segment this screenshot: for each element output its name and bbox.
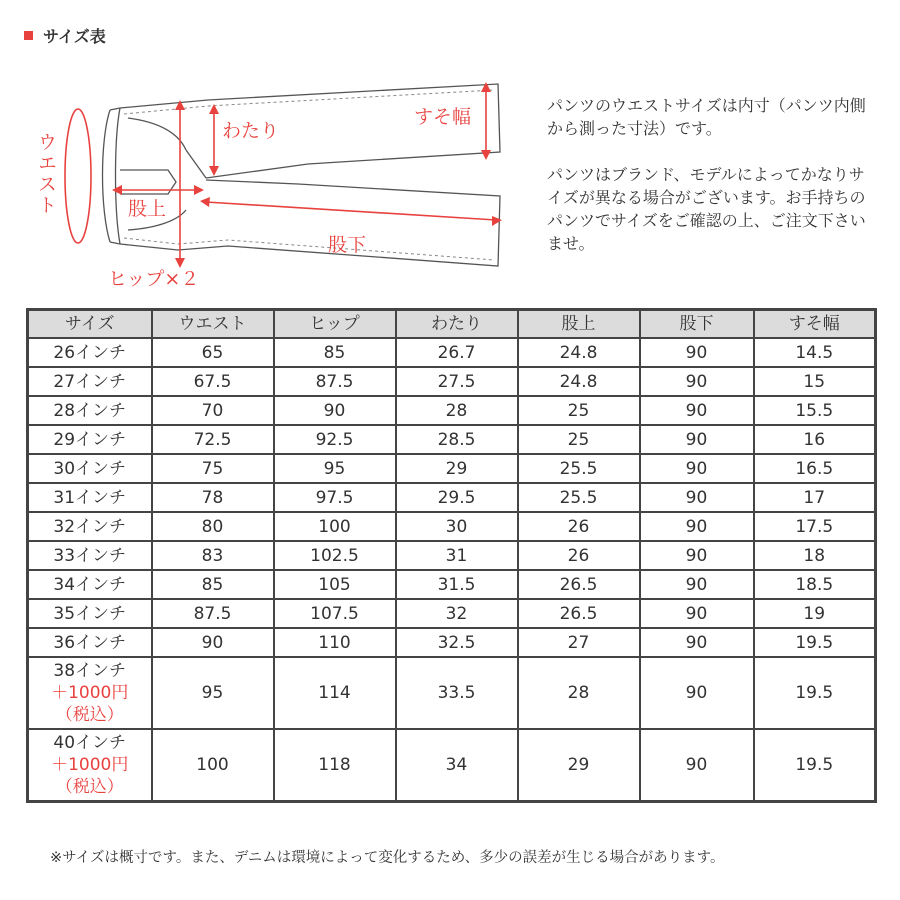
size-cell: 26インチ (28, 338, 152, 367)
table-row (28, 628, 876, 657)
momogami-cell: 29 (518, 729, 640, 802)
watari-cell: 28.5 (396, 425, 518, 454)
size-cell: 30インチ (28, 454, 152, 483)
size-cell: 32インチ (28, 512, 152, 541)
hip-label: ヒップ×２ (108, 268, 200, 290)
waist-cell: 78 (152, 483, 274, 512)
hip-cell: 87.5 (274, 367, 396, 396)
watari-cell: 30 (396, 512, 518, 541)
footnote: ※サイズは概寸です。また、デニムは環境によって変化するため、多少の誤差が生じる場合があります。 (50, 850, 725, 866)
tax-included-text: （税込） (55, 777, 124, 797)
watari-cell: 26.7 (396, 338, 518, 367)
size-cell: 28インチ (28, 396, 152, 425)
size-table (26, 308, 877, 803)
size-description (547, 94, 877, 278)
waist-cell: 87.5 (152, 599, 274, 628)
suso-cell: 16 (754, 425, 876, 454)
size-cell: 27インチ (28, 367, 152, 396)
size-cell: 33インチ (28, 541, 152, 570)
watari-cell: 31.5 (396, 570, 518, 599)
watari-cell: 33.5 (396, 657, 518, 729)
size-cell: 35インチ (28, 599, 152, 628)
suso-cell: 18.5 (754, 570, 876, 599)
hip-cell: 90 (274, 396, 396, 425)
description-paragraph-2: パンツはブランド、モデルによってかなりサイズが異なる場合がございます。お手持ちのパンツでサイズをご確認の上、ご注文下さいませ。 (547, 165, 866, 253)
description-paragraph-1: パンツのウエストサイズは内寸（パンツ内側から測った寸法）です。 (547, 96, 866, 138)
square-bullet-icon (24, 31, 33, 40)
header-watari: わたり (396, 310, 518, 339)
hip-cell: 95 (274, 454, 396, 483)
momogami-cell: 25 (518, 425, 640, 454)
waist-cell: 80 (152, 512, 274, 541)
surcharge-text: ＋1000円 (51, 755, 129, 775)
matashita-cell: 90 (640, 338, 754, 367)
watari-cell: 29 (396, 454, 518, 483)
hip-cell: 92.5 (274, 425, 396, 454)
pants-diagram (28, 70, 528, 300)
matashita-label: 股下 (328, 234, 367, 256)
surcharge-text: ＋1000円 (51, 683, 129, 703)
table-row (28, 599, 876, 628)
suso-cell: 19.5 (754, 657, 876, 729)
momogami-cell: 26.5 (518, 570, 640, 599)
suso-cell: 14.5 (754, 338, 876, 367)
table-row (28, 657, 876, 729)
momogami-cell: 25.5 (518, 483, 640, 512)
hip-cell: 100 (274, 512, 396, 541)
table-row (28, 541, 876, 570)
watari-cell: 27.5 (396, 367, 518, 396)
waist-cell: 100 (152, 729, 274, 802)
matashita-cell: 90 (640, 729, 754, 802)
waist-cell: 70 (152, 396, 274, 425)
momogami-label: 股上 (128, 198, 167, 220)
table-row (28, 454, 876, 483)
watari-cell: 29.5 (396, 483, 518, 512)
momogami-cell: 24.8 (518, 367, 640, 396)
waist-cell: 90 (152, 628, 274, 657)
page-title: サイズ表 (43, 26, 106, 46)
size-value: 38インチ (53, 661, 127, 681)
momogami-cell: 26 (518, 512, 640, 541)
waist-cell: 75 (152, 454, 274, 483)
header-matashita: 股下 (640, 310, 754, 339)
table-row (28, 425, 876, 454)
matashita-cell: 90 (640, 512, 754, 541)
hip-cell: 97.5 (274, 483, 396, 512)
suso-label: すそ幅 (414, 106, 472, 128)
table-row (28, 483, 876, 512)
suso-cell: 15 (754, 367, 876, 396)
header-suso: すそ幅 (754, 310, 876, 339)
header-size: サイズ (28, 310, 152, 339)
suso-cell: 18 (754, 541, 876, 570)
hip-cell: 114 (274, 657, 396, 729)
section-heading (24, 24, 106, 46)
hip-cell: 85 (274, 338, 396, 367)
suso-cell: 17 (754, 483, 876, 512)
matashita-cell: 90 (640, 541, 754, 570)
matashita-cell: 90 (640, 628, 754, 657)
watari-cell: 31 (396, 541, 518, 570)
matashita-cell: 90 (640, 483, 754, 512)
momogami-cell: 25 (518, 396, 640, 425)
waist-cell: 67.5 (152, 367, 274, 396)
watari-label: わたり (222, 120, 280, 142)
table-row (28, 338, 876, 367)
suso-cell: 19.5 (754, 628, 876, 657)
waist-cell: 85 (152, 570, 274, 599)
hip-cell: 105 (274, 570, 396, 599)
suso-cell: 16.5 (754, 454, 876, 483)
size-cell: 29インチ (28, 425, 152, 454)
matashita-cell: 90 (640, 599, 754, 628)
suso-cell: 19.5 (754, 729, 876, 802)
header-waist: ウエスト (152, 310, 274, 339)
momogami-cell: 24.8 (518, 338, 640, 367)
tax-included-text: （税込） (55, 705, 124, 725)
suso-cell: 15.5 (754, 396, 876, 425)
table-row (28, 729, 876, 802)
momogami-cell: 25.5 (518, 454, 640, 483)
header-momogami: 股上 (518, 310, 640, 339)
momogami-cell: 26.5 (518, 599, 640, 628)
table-header-row (28, 310, 876, 339)
pants-outline (28, 70, 528, 300)
size-cell (28, 729, 152, 802)
size-value: 40インチ (53, 733, 127, 753)
watari-cell: 28 (396, 396, 518, 425)
size-cell: 36インチ (28, 628, 152, 657)
momogami-cell: 28 (518, 657, 640, 729)
momogami-cell: 26 (518, 541, 640, 570)
waist-cell: 72.5 (152, 425, 274, 454)
hip-cell: 102.5 (274, 541, 396, 570)
matashita-cell: 90 (640, 570, 754, 599)
hip-cell: 110 (274, 628, 396, 657)
hip-cell: 107.5 (274, 599, 396, 628)
table-row (28, 512, 876, 541)
size-cell: 34インチ (28, 570, 152, 599)
waist-cell: 83 (152, 541, 274, 570)
matashita-cell: 90 (640, 657, 754, 729)
table-row (28, 570, 876, 599)
table-row (28, 367, 876, 396)
watari-cell: 32.5 (396, 628, 518, 657)
matashita-cell: 90 (640, 454, 754, 483)
header-hip: ヒップ (274, 310, 396, 339)
suso-cell: 19 (754, 599, 876, 628)
size-cell (28, 657, 152, 729)
matashita-cell: 90 (640, 396, 754, 425)
hip-cell: 118 (274, 729, 396, 802)
waist-cell: 65 (152, 338, 274, 367)
size-cell: 31インチ (28, 483, 152, 512)
matashita-cell: 90 (640, 367, 754, 396)
waist-cell: 95 (152, 657, 274, 729)
table-row (28, 396, 876, 425)
waist-label: ウエスト (35, 132, 57, 216)
momogami-cell: 27 (518, 628, 640, 657)
suso-cell: 17.5 (754, 512, 876, 541)
watari-cell: 32 (396, 599, 518, 628)
watari-cell: 34 (396, 729, 518, 802)
matashita-cell: 90 (640, 425, 754, 454)
